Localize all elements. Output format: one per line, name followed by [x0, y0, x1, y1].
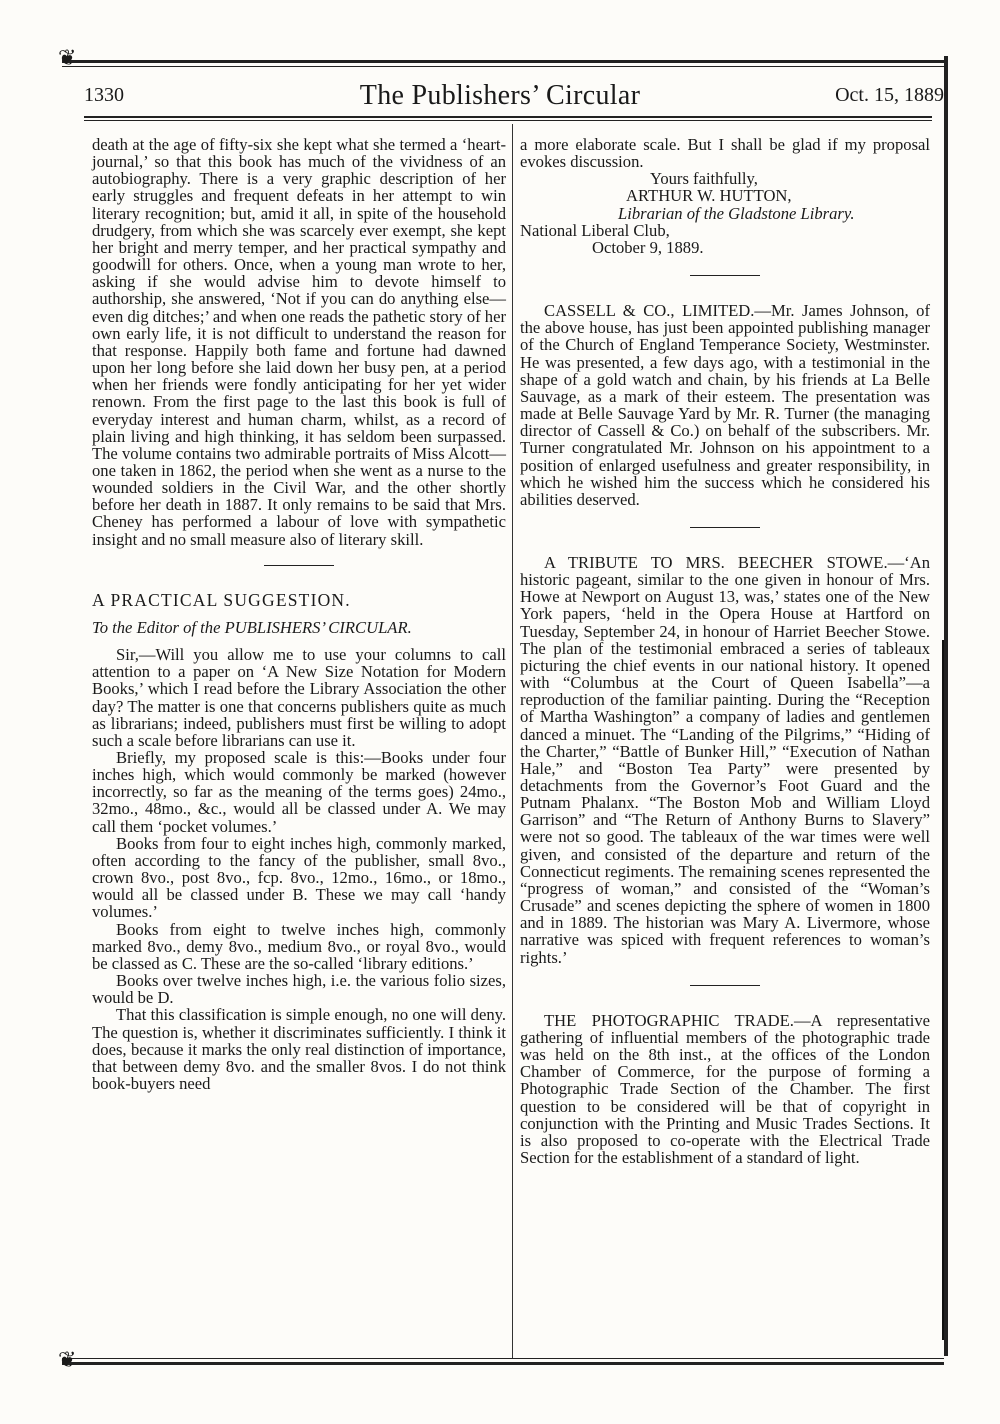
signatory-title: Librarian of the Gladstone Library. — [618, 203, 855, 223]
publication-title: The Publishers’ Circular — [359, 80, 641, 111]
letter-paragraph: Books from eight to twelve inches high, commonly marked 8vo., demy 8vo., medium 8vo., or royal 8vo., would be classed as C. These are the so-called ‘library editions.’ — [92, 919, 506, 973]
section-separator — [520, 266, 930, 278]
page-number: 1330 — [84, 84, 124, 106]
section-separator — [92, 556, 506, 568]
bottom-rule-thick — [62, 1362, 944, 1365]
page-edge — [944, 56, 948, 1356]
spacer — [520, 286, 930, 302]
letter-address-line: National Liberal Club, — [520, 220, 670, 240]
section-separator — [520, 518, 930, 530]
photographic-trade-paragraph: THE PHOTOGRAPHIC TRADE.—A representative gathering of influential members of the photographic trade was held on the 8th inst., at the offices of the London Chamber of Commerce, for the purpose of forming a Photographic Trade Section of the Chamber. The first question to be considered will be that of copyright in conjunction with the Printing and Music Trades Sections. It is also proposed to co-operate with the Electrical Trade Section for the establishment of a standard of light. — [520, 1010, 930, 1167]
letter-paragraph: Books from four to eight inches high, commonly marked, often according to the fancy of the publisher, small 8vo., crown 8vo., post 8vo., fcp. 8vo., 12mo., 16mo., or 18mo., would all be classed under B. These we may call ‘handy volumes.’ — [92, 833, 506, 922]
letter-signature: ARTHUR W. HUTTON, — [626, 186, 792, 206]
article-heading: A PRACTICAL SUGGESTION. — [92, 589, 351, 610]
ornament-top-left: ❦ — [58, 46, 77, 71]
page-edge-shadow — [942, 640, 944, 1340]
top-rule-thin — [62, 66, 944, 67]
letter-paragraph: Books over twelve inches high, i.e. the various folio sizes, would be D. — [92, 971, 506, 1008]
top-rule-thick — [62, 60, 944, 63]
letter-date: October 9, 1889. — [592, 237, 704, 257]
left-column — [92, 136, 506, 1092]
header-rule-thin — [84, 120, 932, 121]
spacer — [520, 996, 930, 1012]
letter-address: To the Editor of the PUBLISHERS’ CIRCULAR. — [92, 617, 412, 637]
letter-continuation: a more elaborate scale. But I shall be glad if my proposal evokes discussion. — [520, 135, 930, 172]
letter-paragraph: Sir,—Will you allow me to use your columns to call attention to a paper on ‘A New Size Notation for Modern Books,’ which I read before the Library Association the other day? The matter is one that concerns publishers quite as much as librarians; indeed, publishers must first be willing to adopt such a scale before librarians can use it. — [92, 645, 506, 750]
letter-paragraph: Briefly, my proposed scale is this:—Books under four inches high, which would commonly be marked (however incorrectly, so far as the meaning of the terms goes) 24mo., 32mo., 48mo., &c., would all be classed under A. We may call them ‘pocket volumes.’ — [92, 748, 506, 836]
header-rule — [84, 116, 932, 118]
ornament-bottom-left: ❦ — [58, 1348, 77, 1373]
letter-paragraph: That this classification is simple enough, no one will deny. The question is, whether it discriminates sufficiently. I think it does, because it marks the only real distinction of importance, that between demy 8vo. and the smaller 8vos. I do not think book-buyers need — [92, 1005, 506, 1093]
right-column — [520, 136, 930, 1166]
issue-date: Oct. 15, 1889 — [835, 84, 944, 106]
section-separator — [520, 976, 930, 988]
column-divider — [512, 124, 513, 1358]
spacer — [520, 538, 930, 554]
letter-closing: Yours faithfully, — [650, 169, 758, 189]
alcott-review-paragraph: death at the age of fifty-six she kept what she termed a ‘heart-journal,’ so that this book has much of the vividness of an autobiography. There is a very graphic description of her early struggles and frequent defeats in her attempt to win literary recognition; but, amid it all, in spite of the household drudgery, from which she was scarcely ever exempt, she kept her bright and merry temper, and her practical sympathy and goodwill for others. Once, when a young man wrote to her, asking if she would advise him to devote himself to authorship, she answered, ‘Not if you can do anything else—even dig ditches;’ and when one reads the pathetic story of her own early life, it is not difficult to understand the reason for that response. Happily both fame and fortune had dawned upon her long before she laid down her busy pen, at a period when her friends were fondly anticipating for her yet wider renown. From the first page to the last this book is full of everyday interest and human charm, whilst, as a record of plain living and high thinking, it has seldom been surpassed. The volume contains two admirable portraits of Miss Alcott—one taken in 1862, the period when she went as a nurse to the wounded soldiers in the Civil War, and the other shortly before her death in 1887. It only remains to be said that Mrs. Cheney has performed a labour of love with sympathetic insight and no small measure also of literary skill. — [92, 135, 506, 549]
bottom-rule-thin — [62, 1358, 944, 1359]
cassell-news-paragraph: CASSELL & CO., LIMITED.—Mr. James Johnson, of the above house, has just been appointed publishing manager of the Church of England Temperance Society, Westminster. He was presented, a few days ago, with a testimonial in the shape of a gold watch and chain, by his friends at La Belle Sauvage, as a mark of their esteem. The presentation was made at Belle Sauvage Yard by Mr. R. Turner (the managing director of Cassell & Co.) on behalf of the subscribers. Mr. Turner congratulated Mr. Johnson on his appointment to a position of enlarged usefulness and greater responsibility, in which he wished him the success which he considered his abilities deserved. — [520, 301, 930, 509]
beecher-stowe-paragraph: A TRIBUTE TO MRS. BEECHER STOWE.—‘An historic pageant, similar to the one given in honour of Mrs. Howe at Newport on August 13, was,’ states one of the New York papers, ‘held in the Opera House at Hartford on Tuesday, September 24, in honour of Harriet Beecher Stowe. The plan of the testimonial embraced a series of tableaux picturing the chief events in our national history. It opened with “Columbus at the Court of Queen Isabella”—a reproduction of the familiar painting. During the “Reception of Martha Washington” a company of ladies and gentlemen danced a minuet. The “Landing of the Pilgrims,” “Hiding of the Charter,” “Battle of Bunker Hill,” “Execution of Nathan Hale,” and “Boston Tea Party” were presented by detachments from the Governor’s Foot Guard and the Putnam Phalanx. “The Boston Mob and William Lloyd Garrison” and “The Return of Anthony Burns to Slavery” were not so good. The tableaux of the war times were well given, and consisted of the departure and return of the Connecticut regiments. The remaining scenes represented the “progress of woman,” and consisted of the “Woman’s Crusade” and scenes depicting the sphere of women in 1800 and in 1889. The historian was Mary A. Livermore, whose narrative was spiced with frequent references to woman’s rights.’ — [520, 552, 930, 967]
